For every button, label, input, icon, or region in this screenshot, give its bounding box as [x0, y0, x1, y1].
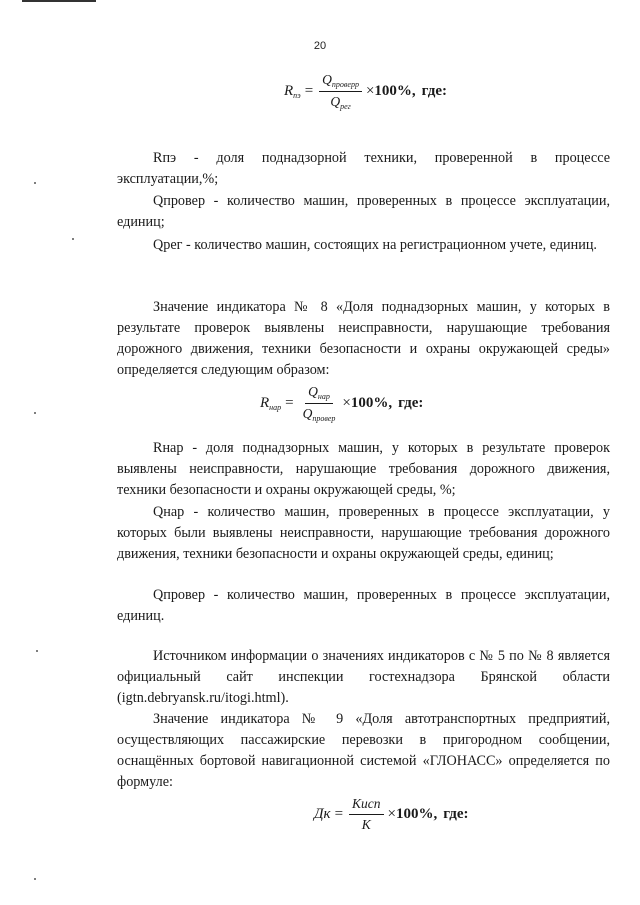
- scan-speck: [34, 412, 36, 414]
- formula-rnar: $R_{нар}$ = $\frac{Q_{нар}}{Q_{провер}}$ ×100%, где:: [260, 384, 424, 423]
- formula-dk-lhs: Дк: [314, 806, 331, 822]
- paragraph-qprover-definition: Qпровер - количество машин, проверенных в процессе эксплуатации, единиц;: [117, 193, 610, 230]
- scan-speck: [36, 650, 38, 652]
- paragraph-qnar-definition: Qнар - количество машин, проверенных в процессе эксплуатации, у которых были выявлены неисправности, нарушающие требования дорожного движения, техники безопасности и охраны окружающей среды, единиц;: [117, 504, 610, 562]
- paragraph-qprover2-definition: Qпровер - количество машин, проверенных в процессе эксплуатации, единиц.: [117, 587, 610, 624]
- paragraph-rpe-definition: Rпэ - доля поднадзорной техники, проверенной в процессе эксплуатации,%;: [117, 150, 610, 187]
- scan-speck: [72, 238, 74, 240]
- formula-rpe-lhs: $R_{пэ}$: [284, 83, 301, 100]
- paragraph-indicator-8: Значение индикатора № 8 «Доля поднадзорных машин, у которых в результате проверок выявлены неисправности, нарушающие требования дорожного движения, техники безопасности и охраны окружающей среды» определяется следующим образом:: [117, 299, 610, 378]
- formula-dk: Дк = $\frac{\text{Кисп}}{К}$ ×100%, где:: [314, 796, 469, 832]
- paragraph-qreg-definition: Qрег - количество машин, состоящих на регистрационном учете, единиц.: [153, 237, 597, 253]
- paragraph-indicator-9: Значение индикатора № 9 «Доля автотранспортных предприятий, осуществляющих пассажирские перевозки в пригородном сообщении, оснащённых бортовой навигационной системой «ГЛОНАСС» определяется по формуле:: [117, 711, 610, 790]
- scan-speck: [34, 182, 36, 184]
- top-rule: [22, 0, 96, 2]
- formula-rnar-fraction: $\frac{Q_{нар}}{Q_{провер}}$: [302, 384, 336, 423]
- formula-dk-fraction: $\frac{\text{Кисп}}{К}$: [349, 796, 383, 833]
- formula-rpe: $R_{пэ}$ = $\frac{Q_{проверр}}{Q_{рег}}$ ×100%, где:: [284, 72, 447, 111]
- formula-rnar-lhs: $R_{нар}$: [260, 395, 282, 412]
- paragraph-rnar-definition: Rнар - доля поднадзорных машин, у которых в результате проверок выявлены неисправности, нарушающие требования дорожного движения, техники безопасности и охраны окружающей среды, %;: [117, 440, 610, 498]
- formula-rpe-fraction: $\frac{Q_{проверр}}{Q_{рег}}$: [319, 72, 362, 111]
- page-number: 20: [313, 40, 327, 52]
- scan-speck: [34, 878, 36, 880]
- paragraph-information-source: Источником информации о значениях индикаторов с № 5 по № 8 является официальный сайт инспекции гостехнадзора Брянской области (igtn.debryansk.ru/itogi.html).: [117, 648, 610, 706]
